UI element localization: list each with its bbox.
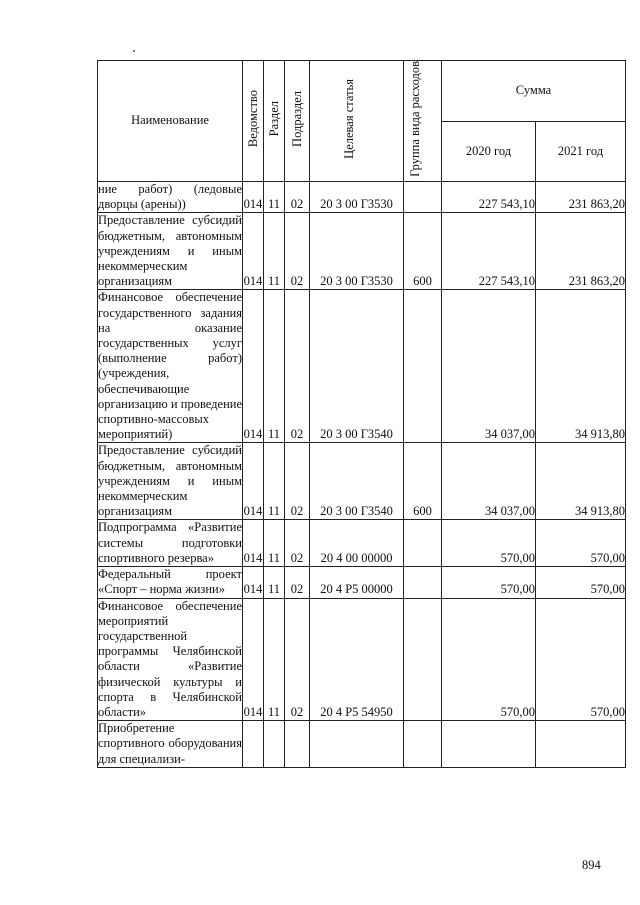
row-sum-2020: 570,00 bbox=[442, 520, 536, 567]
table-row bbox=[98, 213, 626, 290]
row-sum-2021: 34 913,80 bbox=[536, 443, 626, 520]
row-razdel: 11 bbox=[264, 520, 285, 567]
row-sum-2020: 570,00 bbox=[442, 567, 536, 598]
row-sum-2021: 570,00 bbox=[536, 520, 626, 567]
row-target: 20 3 00 Г3530 bbox=[310, 182, 404, 213]
header-target: Целевая статья bbox=[310, 61, 404, 182]
header-podrazdel: Подраздел bbox=[285, 61, 310, 182]
row-group bbox=[404, 520, 442, 567]
row-group bbox=[404, 721, 442, 768]
row-target: 20 3 00 Г3530 bbox=[310, 213, 404, 290]
row-razdel: 11 bbox=[264, 567, 285, 598]
row-ved: 014 bbox=[243, 520, 264, 567]
row-name: Подпрограмма «Развитие системы подготовки спортивного резерва» bbox=[98, 520, 242, 565]
table-row bbox=[98, 567, 626, 598]
row-ved: 014 bbox=[243, 290, 264, 443]
row-target: 20 3 00 Г3540 bbox=[310, 443, 404, 520]
page-number: 894 bbox=[582, 858, 601, 872]
row-target bbox=[310, 721, 404, 768]
table-row bbox=[98, 721, 626, 768]
row-ved: 014 bbox=[243, 213, 264, 290]
row-name: Предоставление субсидий бюджетным, автономным учреждениям и иным некоммерческим организациям bbox=[98, 443, 242, 519]
row-group bbox=[404, 290, 442, 443]
row-sum-2021: 570,00 bbox=[536, 598, 626, 721]
header-vedomstvo: Ведомство bbox=[243, 61, 264, 182]
header-razdel: Раздел bbox=[264, 61, 285, 182]
row-razdel: 11 bbox=[264, 182, 285, 213]
row-group bbox=[404, 598, 442, 721]
row-name: Финансовое обеспечение мероприятий государственной программы Челябинской области «Развитие физической культуры и спорта в Челябинской области» bbox=[98, 598, 242, 719]
row-sum-2020: 227 543,10 bbox=[442, 213, 536, 290]
header-name: Наименование bbox=[98, 61, 243, 182]
row-ved: 014 bbox=[243, 182, 264, 213]
row-sum-2020: 34 037,00 bbox=[442, 443, 536, 520]
row-podrazdel: 02 bbox=[285, 567, 310, 598]
header-year-2020: 2020 год bbox=[442, 121, 536, 182]
row-podrazdel: 02 bbox=[285, 520, 310, 567]
row-name: Предоставление субсидий бюджетным, автономным учреждениям и иным некоммерческим организациям bbox=[98, 213, 242, 289]
row-ved bbox=[243, 721, 264, 768]
row-razdel bbox=[264, 721, 285, 768]
row-sum-2020: 570,00 bbox=[442, 598, 536, 721]
row-razdel: 11 bbox=[264, 598, 285, 721]
table-row bbox=[98, 443, 626, 520]
row-sum-2020 bbox=[442, 721, 536, 768]
row-name: Федеральный проект «Спорт – норма жизни» bbox=[98, 567, 242, 597]
row-podrazdel: 02 bbox=[285, 598, 310, 721]
row-target: 20 4 P5 00000 bbox=[310, 567, 404, 598]
row-name: ние работ) (ледовые дворцы (арены)) bbox=[98, 182, 242, 212]
row-group bbox=[404, 567, 442, 598]
scan-speck bbox=[133, 50, 135, 52]
row-target: 20 4 00 00000 bbox=[310, 520, 404, 567]
header-year-2021: 2021 год bbox=[536, 121, 626, 182]
row-podrazdel bbox=[285, 721, 310, 768]
row-name: Приобретение спортивного оборудования для специализи- bbox=[98, 721, 242, 766]
row-target: 20 4 P5 54950 bbox=[310, 598, 404, 721]
row-ved: 014 bbox=[243, 567, 264, 598]
row-group: 600 bbox=[404, 443, 442, 520]
row-group: 600 bbox=[404, 213, 442, 290]
row-podrazdel: 02 bbox=[285, 213, 310, 290]
row-target: 20 3 00 Г3540 bbox=[310, 290, 404, 443]
row-sum-2021: 231 863,20 bbox=[536, 213, 626, 290]
table-row bbox=[98, 520, 626, 567]
row-razdel: 11 bbox=[264, 213, 285, 290]
row-podrazdel: 02 bbox=[285, 182, 310, 213]
row-name: Финансовое обеспечение государственного задания на оказание государственных услуг (выполнение работ) (учреждения, обеспечивающие организацию и проведение спортивно-массовых мероприятий) bbox=[98, 290, 242, 442]
row-group bbox=[404, 182, 442, 213]
row-ved: 014 bbox=[243, 598, 264, 721]
row-sum-2021: 231 863,20 bbox=[536, 182, 626, 213]
row-razdel: 11 bbox=[264, 290, 285, 443]
row-sum-2020: 227 543,10 bbox=[442, 182, 536, 213]
row-sum-2021 bbox=[536, 721, 626, 768]
row-ved: 014 bbox=[243, 443, 264, 520]
row-sum-2021: 34 913,80 bbox=[536, 290, 626, 443]
table-row bbox=[98, 290, 626, 443]
header-group: Группа вида расходов bbox=[404, 61, 442, 182]
row-podrazdel: 02 bbox=[285, 290, 310, 443]
budget-table bbox=[97, 60, 626, 768]
row-razdel: 11 bbox=[264, 443, 285, 520]
row-sum-2020: 34 037,00 bbox=[442, 290, 536, 443]
header-sum: Сумма bbox=[442, 61, 626, 122]
table-row bbox=[98, 598, 626, 721]
row-podrazdel: 02 bbox=[285, 443, 310, 520]
table-row bbox=[98, 182, 626, 213]
row-sum-2021: 570,00 bbox=[536, 567, 626, 598]
